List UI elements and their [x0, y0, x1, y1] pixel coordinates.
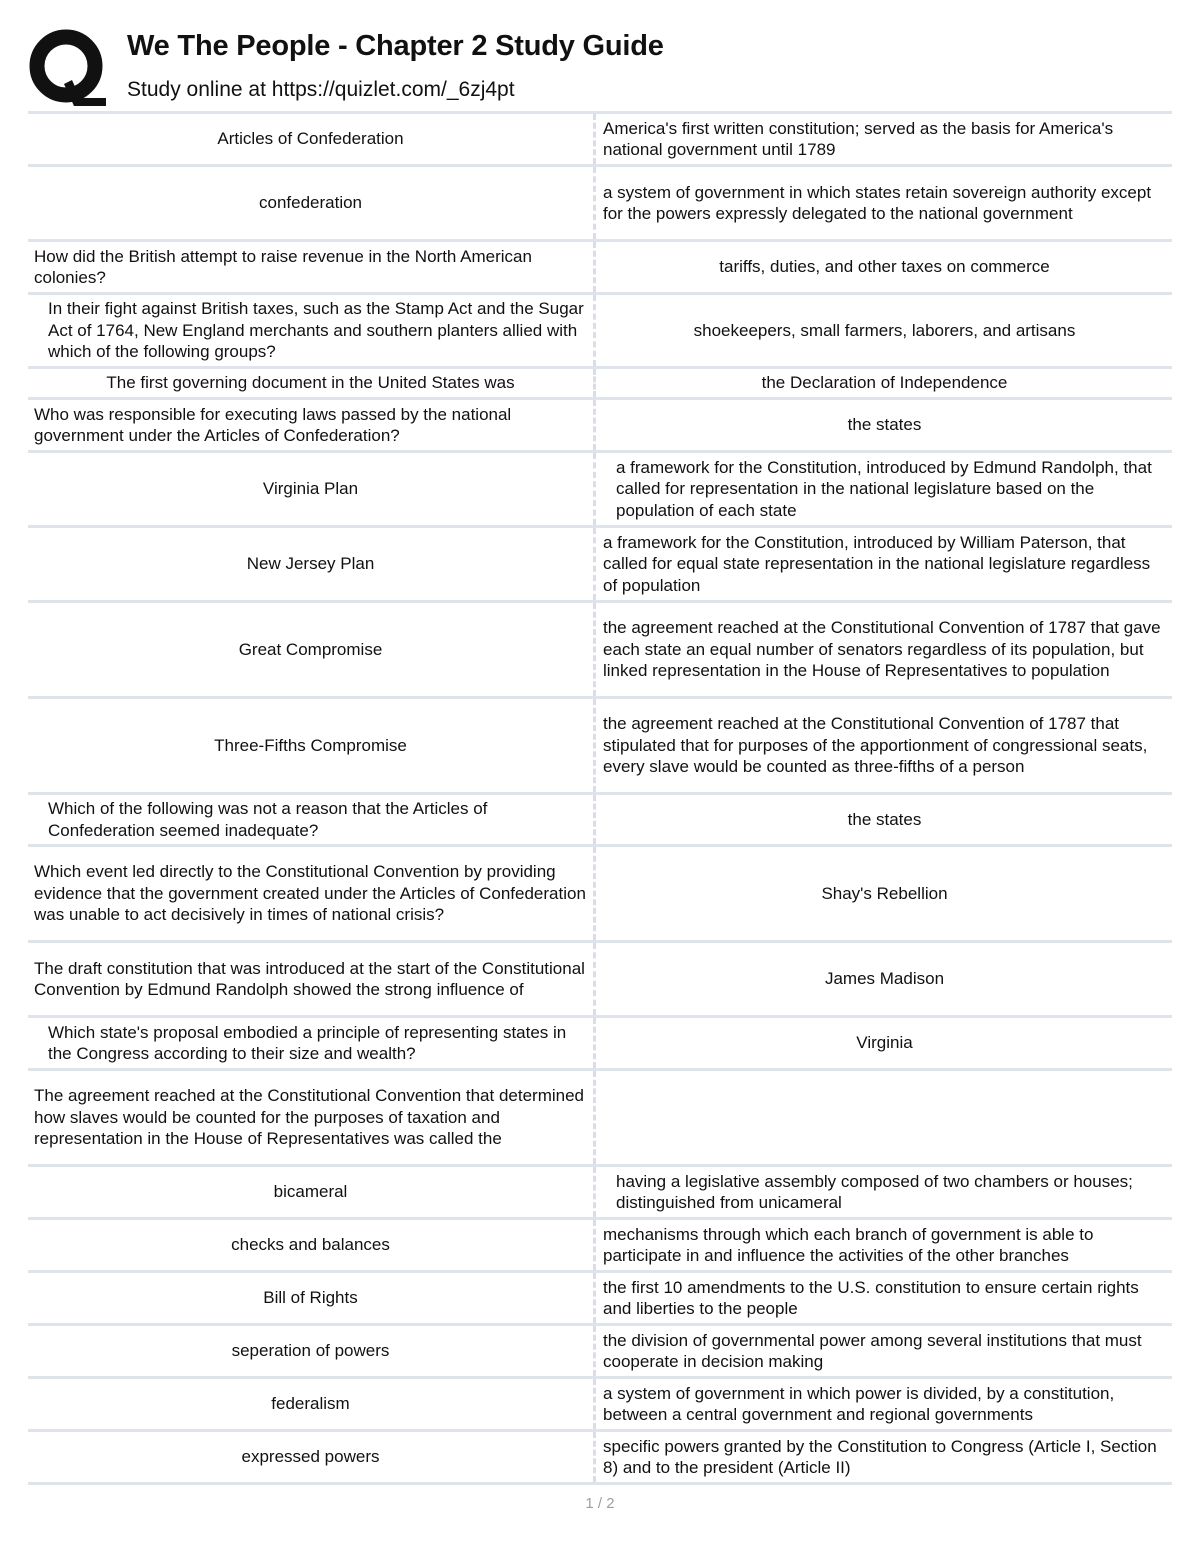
card-row [28, 1167, 1172, 1220]
card-term: How did the British attempt to raise revenue in the North American colonies? [28, 242, 596, 292]
card-definition: a framework for the Constitution, introduced by William Paterson, that called for equal state representation in the national legislature regardless of population [603, 532, 1151, 595]
card-definition: the states [847, 809, 922, 829]
card-term: checks and balances [28, 1220, 596, 1270]
card-term: federalism [28, 1379, 596, 1429]
card-definition: Virginia [856, 1033, 913, 1053]
card-definition: mechanisms through which each branch of government is able to participate in and influence the activities of the other branches [603, 1224, 1094, 1265]
card-term: seperation of powers [28, 1326, 596, 1376]
card-definition: the division of governmental power among several institutions that must cooperate in decision making [603, 1330, 1142, 1371]
card-definition: specific powers granted by the Constitution to Congress (Article I, Section 8) and to the president (Article II) [603, 1436, 1157, 1477]
card-row [28, 1379, 1172, 1432]
card-row [28, 603, 1172, 699]
card-term: The agreement reached at the Constitutional Convention that determined how slaves would be counted for the purposes of taxation and representation in the House of Representatives was called the [28, 1071, 596, 1164]
card-term: Three-Fifths Compromise [28, 699, 596, 792]
card-term: Bill of Rights [28, 1273, 596, 1323]
card-row [28, 1273, 1172, 1326]
flashcard-table [28, 111, 1172, 1485]
card-row [28, 1071, 1172, 1167]
card-term: confederation [28, 167, 596, 239]
card-definition: a framework for the Constitution, introduced by Edmund Randolph, that called for representation in the national legislature based on the population of each state [616, 457, 1152, 520]
card-term: Who was responsible for executing laws passed by the national government under the Articles of Confederation? [28, 400, 596, 450]
card-term: Articles of Confederation [28, 114, 596, 164]
card-row [28, 167, 1172, 242]
card-row [28, 847, 1172, 943]
card-row [28, 400, 1172, 453]
card-row [28, 795, 1172, 847]
card-term: Great Compromise [28, 603, 596, 696]
card-definition: the first 10 amendments to the U.S. constitution to ensure certain rights and liberties to the people [603, 1277, 1139, 1318]
card-row [28, 295, 1172, 369]
card-term: Virginia Plan [28, 453, 596, 525]
page-title: We The People - Chapter 2 Study Guide [127, 30, 664, 62]
card-term: In their fight against British taxes, such as the Stamp Act and the Sugar Act of 1764, New England merchants and southern planters allied with which of the following groups? [28, 295, 596, 366]
page-number: 1 / 2 [585, 1495, 615, 1512]
card-definition: a system of government in which power is divided, by a constitution, between a central government and regional governments [603, 1383, 1115, 1424]
card-row [28, 943, 1172, 1018]
card-term: bicameral [28, 1167, 596, 1217]
card-row [28, 1432, 1172, 1485]
card-definition [596, 1071, 1172, 1164]
card-term: Which event led directly to the Constitutional Convention by providing evidence that the government created under the Articles of Confederation was unable to act decisively in times of national crisis? [28, 847, 596, 940]
card-definition: America's first written constitution; served as the basis for America's national government until 1789 [603, 118, 1114, 159]
card-row [28, 699, 1172, 795]
card-definition: shoekeepers, small farmers, laborers, and artisans [693, 320, 1076, 340]
card-term: The first governing document in the United States was [28, 369, 596, 397]
card-row [28, 1018, 1172, 1071]
card-definition: having a legislative assembly composed of two chambers or houses; distinguished from unicameral [616, 1171, 1133, 1212]
card-definition: tariffs, duties, and other taxes on commerce [719, 257, 1050, 277]
card-definition: the states [847, 415, 922, 435]
card-row [28, 453, 1172, 528]
card-term: Which of the following was not a reason that the Articles of Confederation seemed inadequate? [28, 795, 596, 844]
card-row [28, 1220, 1172, 1273]
card-row [28, 528, 1172, 603]
card-row [28, 242, 1172, 295]
card-definition: the agreement reached at the Constitutional Convention of 1787 that gave each state an equal number of senators regardless of its population, but linked representation in the House of Representatives to population [603, 618, 1161, 681]
card-term: The draft constitution that was introduced at the start of the Constitutional Convention by Edmund Randolph showed the strong influence of [28, 943, 596, 1015]
card-definition: the Declaration of Independence [761, 373, 1008, 393]
card-term: Which state's proposal embodied a principle of representing states in the Congress according to their size and wealth? [28, 1018, 596, 1068]
study-link-text: Study online at https://quizlet.com/_6zj4pt [127, 78, 515, 101]
card-definition: a system of government in which states retain sovereign authority except for the powers expressly delegated to the national government [603, 182, 1152, 223]
card-row [28, 114, 1172, 167]
card-definition: James Madison [824, 969, 945, 989]
card-term: New Jersey Plan [28, 528, 596, 600]
card-definition: Shay's Rebellion [821, 883, 948, 903]
card-definition: the agreement reached at the Constitutional Convention of 1787 that stipulated that for purposes of the apportionment of congressional seats, every slave would be counted as three-fifths of a person [603, 714, 1148, 777]
quizlet-logo-icon [28, 28, 108, 108]
card-row [28, 369, 1172, 400]
card-row [28, 1326, 1172, 1379]
card-term: expressed powers [28, 1432, 596, 1482]
